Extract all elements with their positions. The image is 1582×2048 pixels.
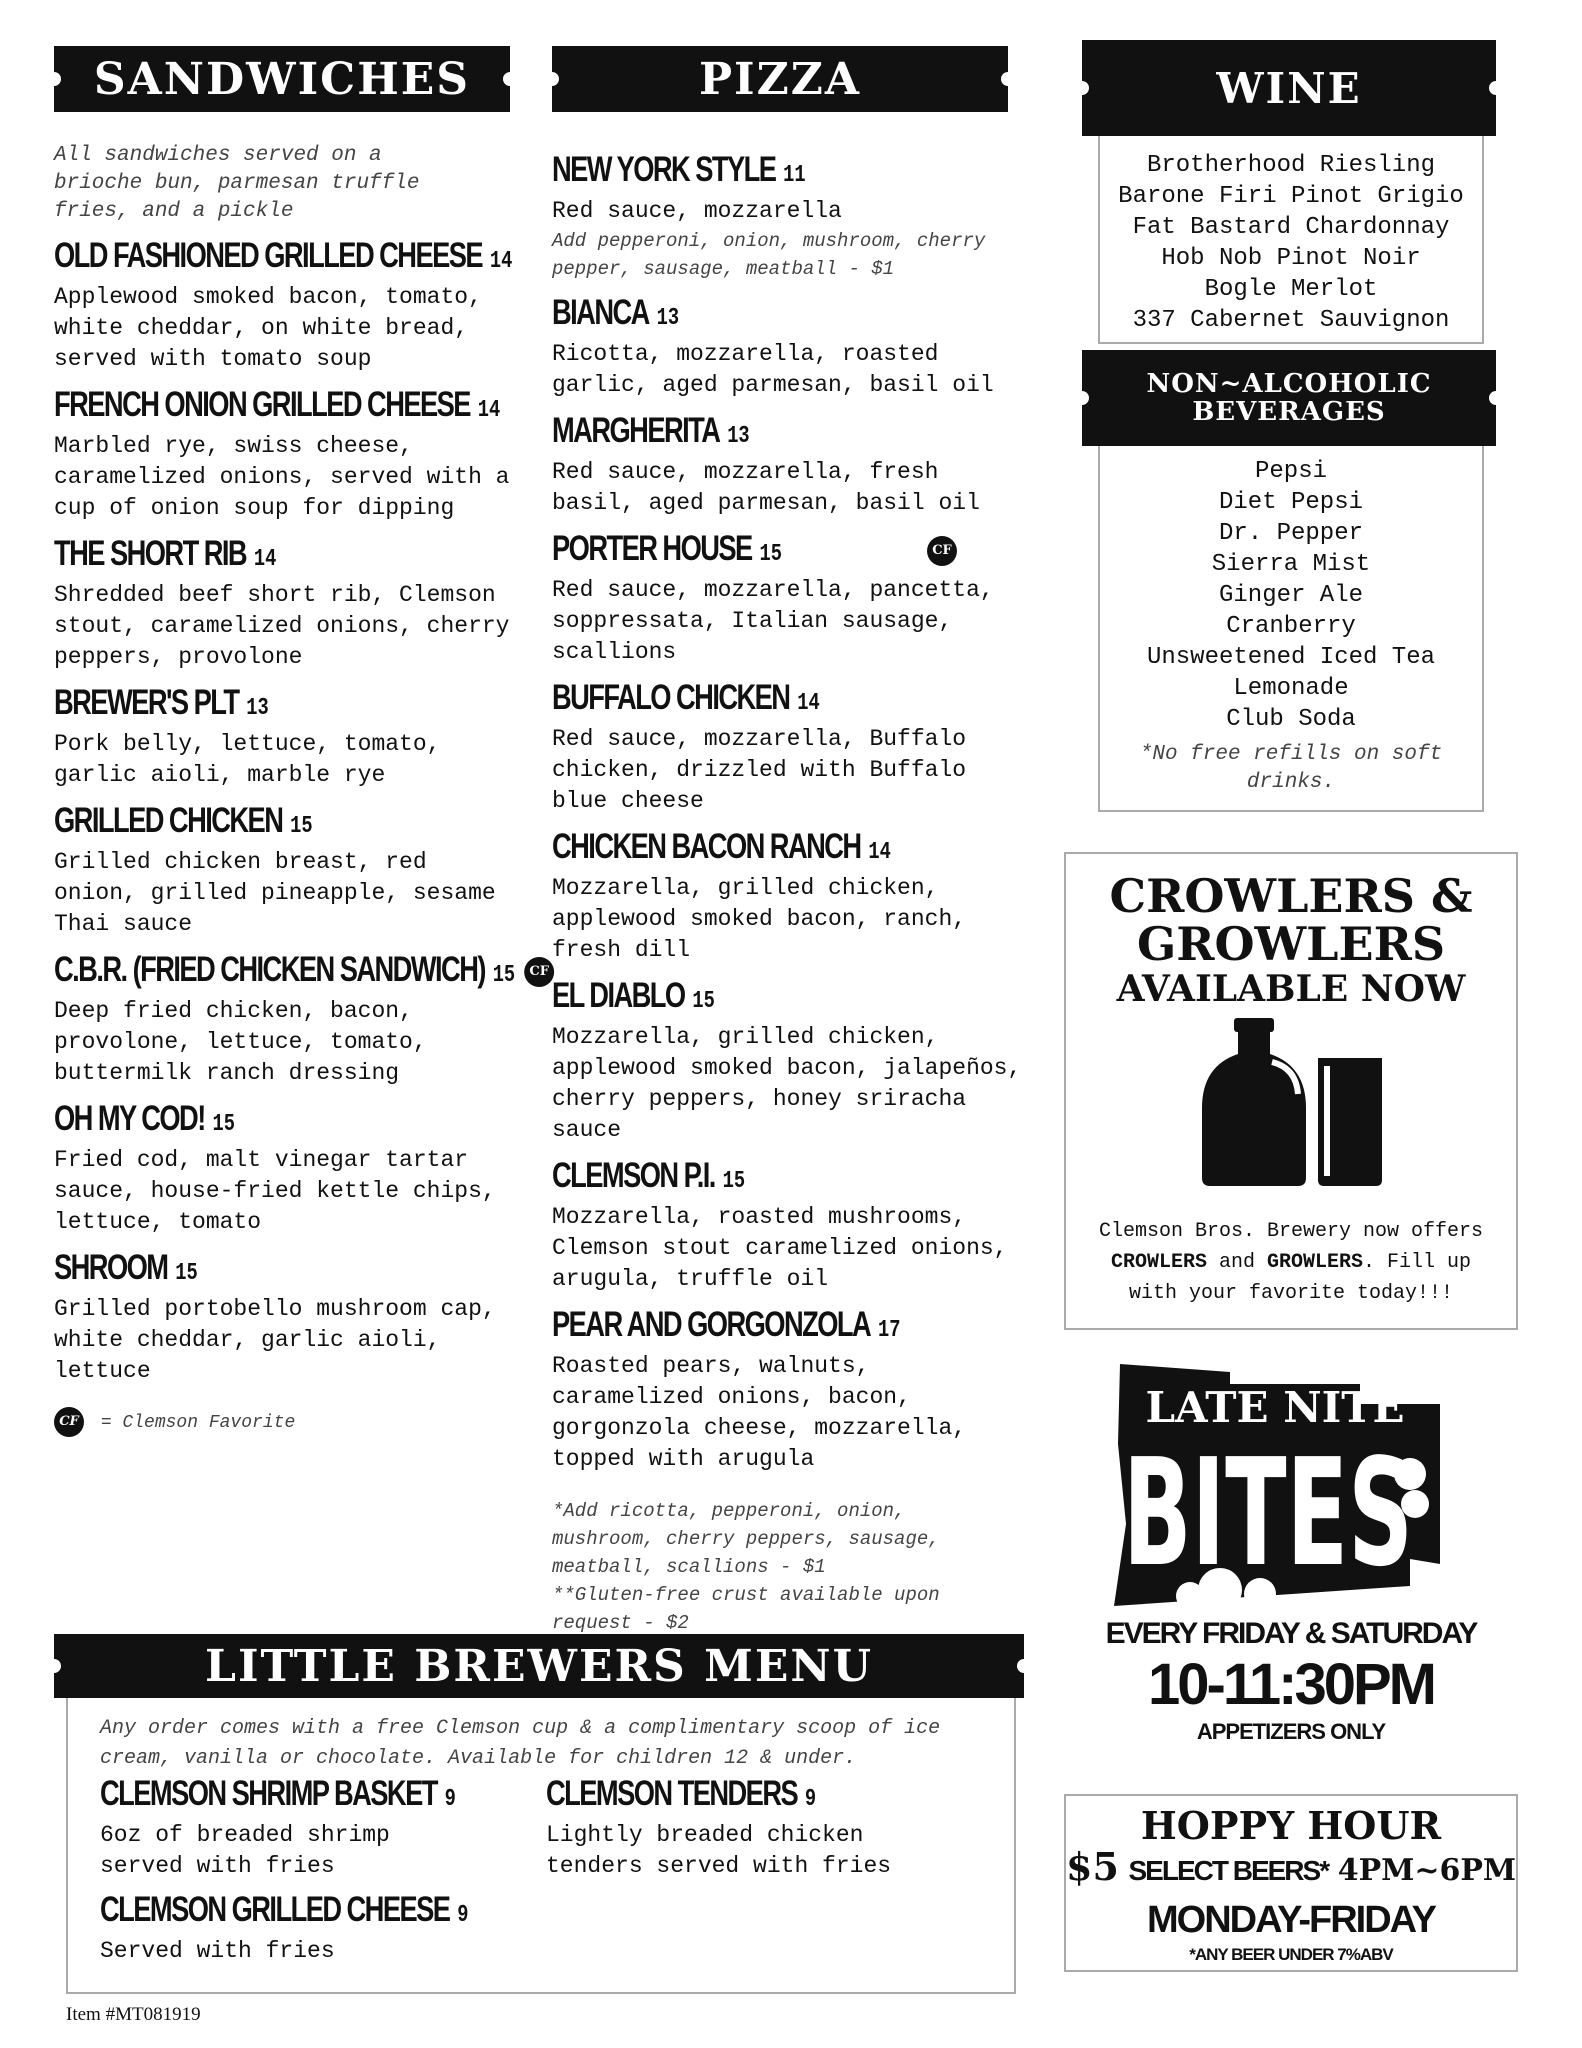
pizza-column [552, 140, 1022, 1637]
crowlers-heading [1066, 869, 1516, 1010]
beverages-header-line2: BEVERAGES [1192, 397, 1386, 427]
item-title [552, 1305, 919, 1351]
little-brewers-intro: Any order comes with a free Clemson cup & a complimentary scoop of ice cream, vanilla or chocolate. Available for children 12 & under. [100, 1717, 941, 1770]
wine-header-text: WINE [1216, 63, 1362, 113]
item-name: FRENCH ONION GRILLED CHEESE [54, 385, 470, 424]
sandwich-list [54, 236, 550, 1387]
item-price: 14 [868, 839, 891, 866]
item-price: 9 [804, 1786, 817, 1813]
item-name: GRILLED CHICKEN [54, 801, 283, 840]
item-price: 15 [722, 1168, 746, 1195]
little-item-desc: 6oz of breaded shrimp served with fries [100, 1822, 390, 1879]
item-description: Fried cod, malt vinegar tartar sauce, house-fried kettle chips, lettuce, tomato [54, 1147, 496, 1235]
item-price: 14 [489, 248, 513, 275]
hoppy-hour-offer [1066, 1846, 1516, 1897]
item-description: Mozzarella, grilled chicken, applewood smoked bacon, ranch, fresh dill [552, 875, 967, 963]
item-description: Red sauce, mozzarella, fresh basil, aged parmesan, basil oil [552, 459, 980, 516]
item-description: Red sauce, mozzarella [552, 198, 842, 224]
item-title [552, 678, 919, 724]
item-name: THE SHORT RIB [54, 534, 247, 573]
beverage-item: Lemonade [1233, 675, 1349, 702]
menu-item [54, 534, 524, 673]
beverage-item: Sierra Mist [1211, 551, 1371, 578]
late-nite-days: EVERY FRIDAY & SATURDAY [1105, 1617, 1477, 1650]
clemson-favorite-icon: CF [927, 536, 957, 566]
item-description: Deep fried chicken, bacon, provolone, lettuce, tomato, buttermilk ranch dressing [54, 998, 427, 1086]
pizza-list [552, 150, 1022, 1475]
item-description: Ricotta, mozzarella, roasted garlic, aged parmesan, basil oil [552, 341, 994, 398]
item-description: Marbled rye, swiss cheese, caramelized onions, served with a cup of onion soup for dipping [54, 433, 510, 521]
menu-item [552, 150, 1022, 283]
little-item-title [100, 1890, 469, 1936]
cf-legend-text: = Clemson Favorite [100, 1412, 296, 1433]
beverage-item: Club Soda [1226, 706, 1356, 733]
crowlers-text-line3: with your favorite today!!! [1128, 1282, 1454, 1305]
item-title [54, 683, 421, 729]
item-price: 14 [797, 690, 820, 717]
clemson-favorite-icon: CF [524, 957, 554, 987]
late-nite-time: 10-11:30PM [1148, 1652, 1434, 1717]
crowlers-line3: AVAILABLE NOW [1116, 968, 1466, 1010]
item-price: 15 [212, 1111, 236, 1138]
item-description: Grilled chicken breast, red onion, grilled pineapple, sesame Thai sauce [54, 849, 496, 937]
crowlers-text [1066, 1216, 1516, 1309]
wine-header [1082, 40, 1496, 136]
item-price: 15 [759, 541, 782, 568]
item-name: PEAR AND GORGONZOLA [552, 1305, 871, 1344]
little-item-tenders [546, 1774, 966, 1882]
hoppy-hour-title: HOPPY HOUR [1140, 1803, 1442, 1848]
bites-text: BITES [1123, 1427, 1413, 1599]
item-name: BIANCA [552, 293, 649, 332]
item-name: OLD FASHIONED GRILLED CHEESE [54, 236, 483, 275]
pizza-header [552, 46, 1008, 112]
sandwiches-header-text: SANDWICHES [93, 53, 471, 105]
item-description: Mozzarella, roasted mushrooms, Clemson stout caramelized onions, arugula, truffle oil [552, 1204, 1008, 1292]
beverage-item: Diet Pepsi [1218, 489, 1364, 516]
item-name: CHICKEN BACON RANCH [552, 827, 861, 866]
beverages-column [1098, 456, 1484, 797]
item-description: Mozzarella, grilled chicken, applewood smoked bacon, jalapeños, cherry peppers, honey sriracha sauce [552, 1024, 1022, 1143]
late-nite-text: LATE NITE [1145, 1383, 1405, 1432]
item-description: Red sauce, mozzarella, Buffalo chicken, drizzled with Buffalo blue cheese [552, 726, 967, 814]
hoppy-hour-days: MONDAY-FRIDAY [1147, 1899, 1435, 1941]
little-item-desc: Served with fries [100, 1938, 335, 1964]
item-title [54, 385, 501, 431]
item-name: BREWER'S PLT [54, 683, 239, 722]
item-description: Pork belly, lettuce, tomato, garlic aioli, marble rye [54, 731, 441, 788]
item-description: Grilled portobello mushroom cap, white cheddar, garlic aioli, lettuce [54, 1296, 496, 1384]
pizza-note-addons: *Add ricotta, pepperoni, onion, mushroom, cherry peppers, sausage, meatball, scallions - $1 [552, 1500, 940, 1578]
item-title [552, 411, 919, 457]
little-item-shrimp [100, 1774, 520, 1882]
beverage-item: Pepsi [1254, 458, 1327, 485]
pizza-note-gluten-free: **Gluten-free crust available upon request - $2 [552, 1584, 940, 1634]
cf-legend [54, 1407, 524, 1437]
item-name: NEW YORK STYLE [552, 150, 776, 189]
item-title [552, 529, 952, 575]
item-title [552, 1156, 919, 1202]
item-name: EL DIABLO [552, 976, 685, 1015]
sandwiches-intro: All sandwiches served on a brioche bun, parmesan truffle fries, and a pickle [54, 144, 420, 223]
item-name: BUFFALO CHICKEN [552, 678, 790, 717]
wine-list [1098, 150, 1484, 336]
beverage-item: Unsweetened Iced Tea [1146, 644, 1436, 671]
growlers-bold: GROWLERS [1267, 1251, 1364, 1274]
item-price: 15 [692, 988, 715, 1015]
hoppy-hour-time: 4PM~6PM [1337, 1853, 1517, 1888]
item-name: OH MY COD! [54, 1099, 205, 1138]
item-title [54, 1248, 421, 1294]
beverage-item: Ginger Ale [1218, 582, 1364, 609]
crowlers-fill-up: . Fill up [1363, 1251, 1472, 1274]
item-title [552, 976, 919, 1022]
menu-item [552, 976, 1022, 1146]
little-item-grilled-cheese [100, 1890, 520, 1967]
menu-item [552, 411, 1022, 519]
late-nite-details [1066, 1614, 1516, 1748]
item-price: 13 [246, 695, 269, 722]
crowlers-bold: CROWLERS [1110, 1251, 1207, 1274]
item-title [54, 1099, 421, 1145]
beverage-item: Dr. Pepper [1218, 520, 1364, 547]
menu-item [552, 1156, 1022, 1295]
item-name: SHROOM [54, 1248, 168, 1287]
item-name: CLEMSON GRILLED CHEESE [100, 1890, 450, 1929]
hoppy-hour-note: *ANY BEER UNDER 7%ABV [1189, 1945, 1393, 1964]
item-name: CLEMSON SHRIMP BASKET [100, 1774, 437, 1813]
menu-item [552, 678, 1022, 817]
hoppy-hour-select: SELECT BEERS* [1128, 1855, 1329, 1886]
item-price: 13 [727, 423, 750, 450]
menu-item [54, 950, 550, 1089]
little-brewers-header [54, 1634, 1024, 1698]
little-item-title [100, 1774, 456, 1820]
growler-and-crowler-icon [1196, 1018, 1386, 1188]
crowlers-text-line1: Clemson Bros. Brewery now offers [1098, 1220, 1484, 1243]
item-description: Roasted pears, walnuts, caramelized onions, bacon, gorgonzola cheese, mozzarella, topped with arugula [552, 1353, 967, 1472]
item-price: 9 [457, 1902, 469, 1929]
item-price: 11 [783, 162, 806, 189]
item-price: 17 [877, 1317, 901, 1344]
item-price: 15 [175, 1260, 198, 1287]
hoppy-hour-price: $5 [1066, 1844, 1119, 1889]
item-title [54, 950, 550, 996]
menu-item [552, 293, 1022, 401]
wine-item: Brotherhood Riesling [1146, 152, 1436, 179]
item-title [552, 827, 919, 873]
menu-item [54, 801, 524, 940]
menu-item [54, 385, 524, 524]
item-price: 15 [492, 962, 516, 989]
item-price: 14 [253, 546, 277, 573]
beverages-note: *No free refills on soft drinks. [1139, 743, 1443, 794]
item-description: Shredded beef short rib, Clemson stout, caramelized onions, cherry peppers, provolone [54, 582, 510, 670]
item-title [54, 236, 513, 282]
item-name: MARGHERITA [552, 411, 720, 450]
little-item-desc: Lightly breaded chicken tenders served with fries [546, 1822, 892, 1879]
menu-item [54, 236, 524, 375]
beverages-list [1098, 456, 1484, 735]
item-price: 14 [477, 397, 501, 424]
menu-item [54, 1099, 524, 1238]
crowlers-and: and [1218, 1251, 1255, 1274]
item-description: Red sauce, mozzarella, pancetta, soppressata, Italian sausage, scallions [552, 577, 994, 665]
item-code: Item #MT081919 [66, 2004, 201, 2025]
item-name: C.B.R. (FRIED CHICKEN SANDWICH) [54, 950, 485, 989]
item-price: 9 [444, 1786, 456, 1813]
item-title [54, 534, 421, 580]
item-name: PORTER HOUSE [552, 529, 752, 568]
item-name: CLEMSON TENDERS [546, 1774, 798, 1813]
little-brewers-header-text: LITTLE BREWERS MENU [205, 1640, 873, 1692]
item-price: 15 [290, 813, 313, 840]
wine-item: Barone Firi Pinot Grigio [1118, 183, 1464, 210]
beverages-header-line1: NON~ALCOHOLIC [1146, 369, 1432, 399]
late-nite-appetizers: APPETIZERS ONLY [1196, 1719, 1386, 1744]
wine-item: 337 Cabernet Sauvignon [1132, 307, 1450, 334]
menu-item [552, 827, 1022, 966]
pizza-header-text: PIZZA [698, 53, 862, 105]
crowlers-text-line2 [1066, 1247, 1516, 1278]
beverages-header [1082, 350, 1496, 446]
late-nite-bites-logo [1110, 1364, 1440, 1614]
wine-item: Hob Nob Pinot Noir [1161, 245, 1421, 272]
beverage-item: Cranberry [1226, 613, 1356, 640]
wine-item: Fat Bastard Chardonnay [1132, 214, 1450, 241]
sandwiches-header [54, 46, 510, 112]
item-price: 13 [656, 305, 680, 332]
sandwiches-column [54, 142, 550, 1437]
item-title [552, 150, 919, 196]
little-item-title [546, 1774, 874, 1820]
item-name: CLEMSON P.I. [552, 1156, 715, 1195]
menu-item [54, 683, 524, 791]
crowlers-line2: GROWLERS [1136, 917, 1446, 971]
item-title [54, 801, 421, 847]
clemson-favorite-icon: CF [54, 1407, 84, 1437]
item-title [552, 293, 919, 339]
item-description: Applewood smoked bacon, tomato, white cheddar, on white bread, served with tomato soup [54, 284, 482, 372]
menu-item [54, 1248, 524, 1387]
menu-item [552, 1305, 1022, 1475]
item-addon: Add pepperoni, onion, mushroom, cherry pepper, sausage, meatball - $1 [552, 230, 986, 280]
menu-item [552, 529, 1022, 668]
wine-item: Bogle Merlot [1204, 276, 1378, 303]
hoppy-hour-content [1066, 1803, 1517, 1967]
crowlers-line1: CROWLERS & [1109, 869, 1473, 923]
